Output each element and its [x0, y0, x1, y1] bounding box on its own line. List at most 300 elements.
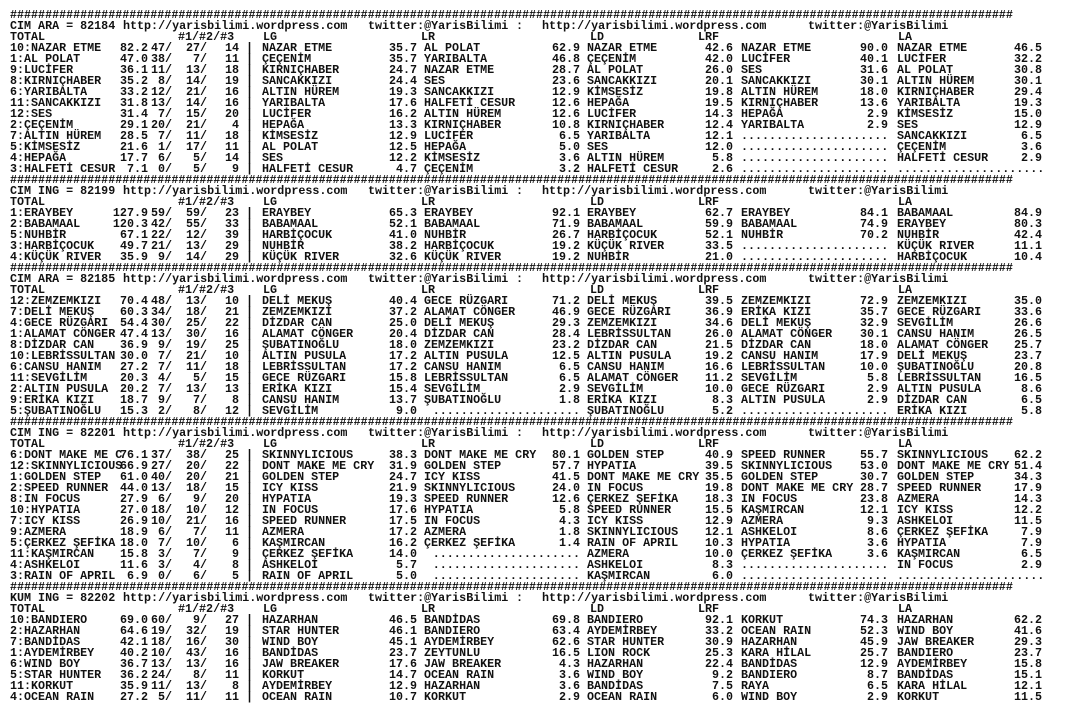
list-entry-value: 33.2: [704, 623, 733, 638]
total-score: 21.6: [119, 139, 148, 154]
column-header-lg: LG: [263, 601, 278, 616]
list-entry-name: ALAMAT CÖNGER: [424, 304, 516, 319]
position-count: 13 /: [177, 65, 207, 76]
column-header-positions: #1/#2/#3: [178, 29, 235, 44]
list-entry-name: CANSU HANIM: [424, 359, 502, 374]
list-entry-value: 24.7: [388, 62, 417, 77]
horse-name: 11:KAŞMIRCAN: [10, 546, 95, 561]
list-entry-name: LEBRİSSULTAN: [424, 370, 509, 385]
list-entry-value: 24.4: [388, 73, 417, 88]
position-count: 13 /: [177, 241, 207, 252]
list-entry-name: KIRNIÇHABER: [424, 117, 502, 132]
list-entry-name: DELİ MEKUŞ: [897, 348, 968, 363]
list-entry-value: 30.1: [1013, 73, 1042, 88]
position-count: 7 /: [177, 549, 207, 560]
position-count: 25: [224, 447, 239, 462]
list-entry-name: KAŞMIRCAN: [262, 535, 326, 550]
race-title: CIM ING = 82199: [10, 183, 116, 198]
horse-name: 2:BABAMAAL: [10, 216, 81, 231]
list-entry-value: 14.3: [1013, 491, 1042, 506]
list-entry-value: 3.6: [1020, 139, 1042, 154]
total-score: 76.1: [119, 447, 148, 462]
list-entry-name: ÇERKEZ ŞEFİKA: [424, 535, 516, 550]
list-entry-name: ERAYBEY: [741, 205, 791, 220]
position-count: 21: [224, 304, 239, 319]
list-entry-name: GOLDEN STEP: [424, 458, 502, 473]
position-count: 7 /: [142, 351, 172, 362]
column-header-lr: LR: [421, 601, 436, 616]
race-title: CIM ING = 82201: [10, 425, 116, 440]
list-entry-value: 18.3: [704, 491, 733, 506]
position-count: 3 /: [142, 549, 172, 560]
position-count: 6 /: [142, 494, 172, 505]
list-entry-value: 17.2: [388, 524, 417, 539]
position-count: 23: [224, 205, 239, 220]
list-entry-value: 16.2: [388, 106, 417, 121]
list-entry-name: NUHBİR: [424, 227, 467, 242]
list-entry-value: 62.9: [551, 40, 580, 55]
position-count: 10: [224, 293, 239, 308]
list-entry-value: 18.0: [859, 84, 888, 99]
list-entry-value: 45.1: [388, 634, 417, 649]
total-score: 31.8: [119, 95, 148, 110]
list-entry-value: 17.6: [388, 95, 417, 110]
list-entry-value: 8.3: [711, 557, 733, 572]
list-entry-value: 15.5: [704, 502, 733, 517]
twitter-handle: twitter:@YarisBilimi: [368, 425, 509, 440]
list-entry-name: ZEMZEMKIZI: [587, 315, 658, 330]
total-score: 33.2: [119, 84, 148, 99]
list-entry-value: 15.8: [1013, 656, 1042, 671]
list-entry-name: AL POLAT: [424, 40, 481, 55]
list-entry-name: HYPATIA: [587, 458, 637, 473]
list-entry-value: 16.6: [704, 359, 733, 374]
horse-name: 3:RAIN OF APRIL: [10, 568, 116, 583]
position-count: 16: [224, 645, 239, 660]
position-count: 19 /: [142, 626, 172, 637]
list-entry-value: 14.0: [388, 546, 417, 561]
horse-name: 9:ERİKA KIZI: [10, 392, 95, 407]
list-entry-name: ALAMAT CÖNGER: [897, 337, 989, 352]
list-entry-value: 22.4: [704, 656, 733, 671]
list-entry-name: AL POLAT: [587, 62, 644, 77]
column-header-ld: LD: [590, 29, 605, 44]
list-entry-name: ASHKELOI: [262, 557, 319, 572]
position-count: 20 /: [177, 472, 207, 483]
position-count: 16: [224, 95, 239, 110]
column-header-ld: LD: [590, 282, 605, 297]
total-score: 18.9: [119, 524, 148, 539]
empty-entry-filler: .....................: [897, 161, 1045, 176]
list-entry-value: 28.4: [551, 326, 580, 341]
position-count: 19: [224, 623, 239, 638]
position-count: 30: [224, 634, 239, 649]
list-entry-value: 23.2: [551, 337, 580, 352]
list-entry-value: 6.5: [558, 128, 580, 143]
list-entry-name: SPEED RUNNER: [741, 447, 826, 462]
list-entry-name: YARIBALTA: [424, 51, 488, 66]
position-count: 0 /: [142, 571, 172, 582]
column-header-lr: LR: [421, 436, 436, 451]
list-entry-name: ÇERKEZ ŞEFİKA: [741, 546, 833, 561]
horse-name: 6:YARIBALTA: [10, 84, 88, 99]
position-count: 25: [224, 337, 239, 352]
position-count: 16: [224, 513, 239, 528]
horse-name: 3:HALFETİ CESUR: [10, 161, 116, 176]
list-entry-value: 10.4: [1013, 249, 1042, 264]
column-header-la: LA: [898, 601, 913, 616]
list-entry-value: 21.0: [704, 249, 733, 264]
list-entry-name: SEVGİLİM: [424, 381, 481, 396]
list-entry-value: 26.0: [704, 62, 733, 77]
list-entry-value: 92.1: [551, 205, 580, 220]
position-count: 11 /: [177, 362, 207, 373]
total-score: 20.2: [119, 381, 148, 396]
list-entry-value: 34.3: [1013, 469, 1042, 484]
list-entry-value: 10.3: [704, 535, 733, 550]
site-url: http://yarisbilimi.wordpress.com: [542, 590, 767, 605]
list-entry-value: 2.9: [866, 381, 888, 396]
list-entry-value: 5.0: [558, 139, 580, 154]
list-entry-name: YARIBALTA: [741, 117, 805, 132]
total-score: 30.0: [119, 348, 148, 363]
list-entry-name: KÜÇÜK RIVER: [262, 249, 340, 264]
list-entry-name: BANDİDAS: [424, 612, 481, 627]
list-entry-name: ICY KISS: [424, 469, 481, 484]
list-entry-value: 13.3: [388, 117, 417, 132]
list-entry-value: 15.4: [388, 381, 417, 396]
list-entry-name: HEPAĞA: [424, 139, 467, 154]
list-entry-value: 46.5: [388, 612, 417, 627]
position-count: 9 /: [142, 395, 172, 406]
site-url: http://yarisbilimi.wordpress.com: [123, 183, 348, 198]
twitter-handle: twitter:@YarisBilimi: [368, 18, 509, 33]
list-entry-value: 19.3: [388, 84, 417, 99]
list-entry-name: ÇEÇENİM: [424, 161, 474, 176]
list-entry-name: LEBRİSSULTAN: [587, 326, 672, 341]
list-entry-name: KIRNIÇHABER: [897, 84, 975, 99]
list-entry-name: HEPAĞA: [587, 95, 630, 110]
position-count: 13 /: [177, 659, 207, 670]
list-entry-value: 30.7: [859, 469, 888, 484]
total-score: 20.3: [119, 370, 148, 385]
position-count: 34 /: [142, 307, 172, 318]
position-count: 32 /: [177, 626, 207, 637]
list-entry-value: 11.5: [1013, 689, 1042, 704]
list-entry-name: NUHBİR: [897, 227, 940, 242]
list-entry-value: 17.2: [388, 348, 417, 363]
race-title: CIM ARA = 82184: [10, 18, 116, 33]
list-entry-value: 6.0: [711, 689, 733, 704]
horse-name: 10:LEBRİSSULTAN: [10, 348, 116, 363]
list-entry-name: ERAYBEY: [424, 205, 474, 220]
list-entry-value: 9.2: [711, 667, 733, 682]
list-entry-name: LUCİFER: [424, 128, 474, 143]
list-entry-value: 2.9: [558, 689, 580, 704]
list-entry-value: 19.8: [704, 480, 733, 495]
list-entry-value: 19.3: [1013, 95, 1042, 110]
list-entry-value: 20.8: [1013, 359, 1042, 374]
colon-separator: [516, 186, 523, 197]
list-entry-value: 6.5: [558, 370, 580, 385]
list-entry-value: 23.7: [1013, 645, 1042, 660]
position-count: 2 /: [142, 406, 172, 417]
position-count: 8: [231, 557, 239, 572]
column-header-total: TOTAL: [10, 436, 46, 451]
total-score: 66.9: [119, 458, 148, 473]
list-entry-value: 52.3: [859, 623, 888, 638]
list-entry-name: HYPATIA: [424, 502, 474, 517]
list-entry-name: WIND BOY: [587, 667, 644, 682]
list-entry-name: ALAMAT CÖNGER: [741, 326, 833, 341]
horse-name: 8:KIRNIÇHABER: [10, 73, 102, 88]
list-entry-name: CANSU HANIM: [262, 392, 340, 407]
horse-name: 12:SES: [10, 106, 53, 121]
list-entry-value: 32.6: [388, 249, 417, 264]
list-entry-value: 31.9: [388, 458, 417, 473]
empty-entry-filler: .....................: [432, 557, 580, 572]
list-entry-name: HARBİÇOCUK: [424, 238, 495, 253]
site-url: http://yarisbilimi.wordpress.com: [542, 271, 767, 286]
list-entry-name: DONT MAKE ME CRY: [897, 458, 1010, 473]
list-entry-value: 70.2: [859, 227, 888, 242]
position-count: 20 /: [142, 120, 172, 131]
list-entry-value: 33.6: [1013, 304, 1042, 319]
list-entry-value: 12.0: [704, 139, 733, 154]
list-entry-name: GECE RÜZGARI: [587, 304, 672, 319]
column-header-lrf: LRF: [698, 436, 720, 451]
list-entry-name: ÇERKEZ ŞEFİKA: [897, 524, 989, 539]
site-url: http://yarisbilimi.wordpress.com: [542, 183, 767, 198]
list-entry-name: ICY KISS: [587, 513, 644, 528]
total-score: 7.1: [126, 161, 148, 176]
list-entry-name: LUCİFER: [897, 51, 947, 66]
list-entry-value: 30.8: [1013, 62, 1042, 77]
position-count: 9 /: [177, 615, 207, 626]
list-entry-name: OCEAN RAIN: [424, 667, 495, 682]
total-score: 127.9: [112, 205, 148, 220]
position-count: 12 /: [177, 230, 207, 241]
position-count: 13 /: [177, 384, 207, 395]
list-entry-value: 23.8: [859, 491, 888, 506]
list-entry-value: 12.9: [551, 84, 580, 99]
horse-name: 6:WIND BOY: [10, 656, 81, 671]
horse-name: 7:ALTIN HÜREM: [10, 128, 102, 143]
list-entry-value: 92.1: [704, 612, 733, 627]
list-entry-name: SPEED RUNNER: [262, 513, 347, 528]
list-entry-value: 25.3: [704, 645, 733, 660]
list-entry-value: 11.1: [1013, 238, 1042, 253]
list-entry-name: AYDEMİRBEY: [897, 656, 968, 671]
list-entry-value: 12.9: [388, 128, 417, 143]
list-entry-value: 7.9: [1020, 535, 1042, 550]
list-entry-name: LUCİFER: [262, 106, 312, 121]
list-entry-name: IN FOCUS: [741, 491, 798, 506]
list-entry-value: 19.8: [704, 84, 733, 99]
position-count: 25 /: [177, 318, 207, 329]
site-url: http://yarisbilimi.wordpress.com: [123, 271, 348, 286]
column-header-total: TOTAL: [10, 282, 46, 297]
position-count: 18 /: [142, 505, 172, 516]
list-entry-name: KİMSESİZ: [897, 106, 954, 121]
list-entry-name: BANDİDAS: [741, 656, 798, 671]
position-count: 30 /: [142, 318, 172, 329]
position-count: 9 /: [177, 494, 207, 505]
list-entry-name: AL POLAT: [897, 62, 954, 77]
list-entry-value: 18.0: [859, 337, 888, 352]
list-entry-name: ALTIN PUSULA: [262, 348, 347, 363]
position-count: 47 /: [142, 43, 172, 54]
horse-name: 6:DONT MAKE ME C: [10, 447, 123, 462]
column-header-la: LA: [898, 282, 913, 297]
list-entry-value: 25.0: [388, 315, 417, 330]
list-entry-value: 26.5: [1013, 326, 1042, 341]
list-entry-name: DİZDAR CAN: [262, 315, 333, 330]
position-count: 48 /: [142, 296, 172, 307]
list-entry-name: GECE RÜZGARI: [424, 293, 509, 308]
list-entry-value: 12.6: [551, 95, 580, 110]
position-count: 13 /: [177, 681, 207, 692]
list-entry-name: ZEMZEMKIZI: [897, 293, 968, 308]
list-entry-value: 36.9: [704, 304, 733, 319]
empty-entry-filler: .....................: [741, 238, 889, 253]
list-entry-value: 84.9: [1013, 205, 1042, 220]
position-count: 38 /: [177, 450, 207, 461]
position-count: 37 /: [142, 450, 172, 461]
list-entry-name: SES: [587, 139, 609, 154]
column-header-lr: LR: [421, 282, 436, 297]
list-entry-value: 19.5: [704, 95, 733, 110]
race-title: CIM ARA = 82185: [10, 271, 116, 286]
position-count: 8: [231, 678, 239, 693]
column-header-la: LA: [898, 436, 913, 451]
list-entry-value: 3.6: [866, 535, 888, 550]
total-score: 120.3: [112, 216, 148, 231]
list-entry-name: AZMERA: [587, 546, 630, 561]
list-entry-name: ERİKA KIZI: [587, 392, 658, 407]
list-entry-name: LUCİFER: [741, 51, 791, 66]
list-entry-name: KİMSESİZ: [587, 84, 644, 99]
list-entry-name: IN FOCUS: [587, 480, 644, 495]
list-entry-value: 46.5: [1013, 40, 1042, 55]
list-entry-name: RAIN OF APRIL: [587, 535, 679, 550]
list-entry-value: 10.8: [551, 117, 580, 132]
position-count: 11 /: [142, 681, 172, 692]
column-header-lg: LG: [263, 436, 278, 451]
position-count: 11: [224, 689, 239, 704]
list-entry-name: KARA HİLAL: [741, 645, 812, 660]
position-count: 16 /: [177, 637, 207, 648]
column-header-positions: #1/#2/#3: [178, 436, 235, 451]
position-count: 59 /: [142, 208, 172, 219]
list-entry-value: 2.9: [1020, 557, 1042, 572]
list-entry-name: SKINNYLICIOUS: [424, 480, 516, 495]
empty-entry-filler: .....................: [741, 249, 889, 264]
total-score: 61.0: [119, 469, 148, 484]
list-entry-name: HYPATIA: [262, 491, 312, 506]
list-entry-value: 28.7: [551, 62, 580, 77]
list-entry-name: HARBİÇOCUK: [262, 227, 333, 242]
list-entry-value: 41.0: [388, 227, 417, 242]
list-entry-value: 10.7: [388, 689, 417, 704]
list-entry-value: 84.1: [859, 205, 888, 220]
position-count: 11: [224, 524, 239, 539]
list-entry-name: DELİ MEKUŞ: [741, 315, 812, 330]
list-entry-value: 14.7: [388, 667, 417, 682]
column-header-lg: LG: [263, 194, 278, 209]
list-entry-value: 19.2: [551, 249, 580, 264]
list-entry-name: NAZAR ETME: [262, 40, 333, 55]
position-count: 14: [224, 40, 239, 55]
column-header-total: TOTAL: [10, 29, 46, 44]
list-entry-value: 12.4: [704, 117, 733, 132]
list-entry-name: BANDİDAS: [262, 645, 319, 660]
list-entry-value: 17.9: [859, 348, 888, 363]
list-entry-name: ÇEÇENİM: [897, 139, 947, 154]
position-count: 5 /: [177, 164, 207, 175]
list-entry-value: 2.9: [866, 392, 888, 407]
empty-entry-filler: .....................: [432, 568, 580, 583]
position-count: 43 /: [177, 648, 207, 659]
column-header-positions: #1/#2/#3: [178, 282, 235, 297]
position-count: 22: [224, 458, 239, 473]
list-entry-name: KAŞMIRCAN: [897, 546, 961, 561]
list-entry-value: 74.9: [859, 216, 888, 231]
list-entry-value: 39.5: [704, 458, 733, 473]
list-entry-value: 55.7: [859, 447, 888, 462]
list-entry-value: 13.6: [859, 95, 888, 110]
horse-name: 7:DELİ MEKUŞ: [10, 304, 95, 319]
list-entry-name: JAW BREAKER: [897, 634, 975, 649]
list-entry-name: LEBRİSSULTAN: [262, 359, 347, 374]
twitter-handle: twitter:@YarisBilimi: [368, 271, 509, 286]
position-count: 11 /: [177, 692, 207, 703]
list-entry-value: 8.7: [866, 667, 888, 682]
column-header-lr: LR: [421, 29, 436, 44]
list-entry-value: 3.6: [558, 150, 580, 165]
list-entry-name: GECE RÜZGARI: [897, 304, 982, 319]
list-entry-value: 29.3: [1013, 634, 1042, 649]
position-count: 0 /: [142, 164, 172, 175]
list-entry-value: 6.5: [1020, 546, 1042, 561]
list-entry-name: RAYA: [741, 678, 770, 693]
list-entry-value: 45.9: [859, 634, 888, 649]
list-entry-value: 3.6: [866, 546, 888, 561]
list-entry-name: CANSU HANIM: [741, 348, 819, 363]
list-entry-name: SKINNYLICIOUS: [587, 524, 679, 539]
position-count: 9 /: [142, 340, 172, 351]
list-entry-name: KORKUT: [262, 667, 305, 682]
list-entry-name: SEVGİLİM: [262, 403, 319, 418]
column-header-lrf: LRF: [698, 282, 720, 297]
list-entry-name: NUHBİR: [741, 227, 784, 242]
total-score: 42.1: [119, 634, 148, 649]
list-entry-value: 12.2: [1013, 502, 1042, 517]
list-entry-value: 41.5: [551, 469, 580, 484]
list-entry-name: JAW BREAKER: [424, 656, 502, 671]
empty-entry-filler: .....................: [741, 403, 889, 418]
position-count: 14 /: [177, 252, 207, 263]
position-count: 15 /: [177, 109, 207, 120]
list-entry-value: 7.9: [1020, 524, 1042, 539]
total-score: 47.0: [119, 51, 148, 66]
list-entry-name: HALFETİ CESUR: [262, 161, 354, 176]
list-entry-value: 5.8: [558, 502, 580, 517]
list-entry-value: 17.5: [388, 513, 417, 528]
list-entry-name: BANDİDAS: [587, 678, 644, 693]
column-header-ld: LD: [590, 601, 605, 616]
list-entry-value: 12.1: [1013, 678, 1042, 693]
